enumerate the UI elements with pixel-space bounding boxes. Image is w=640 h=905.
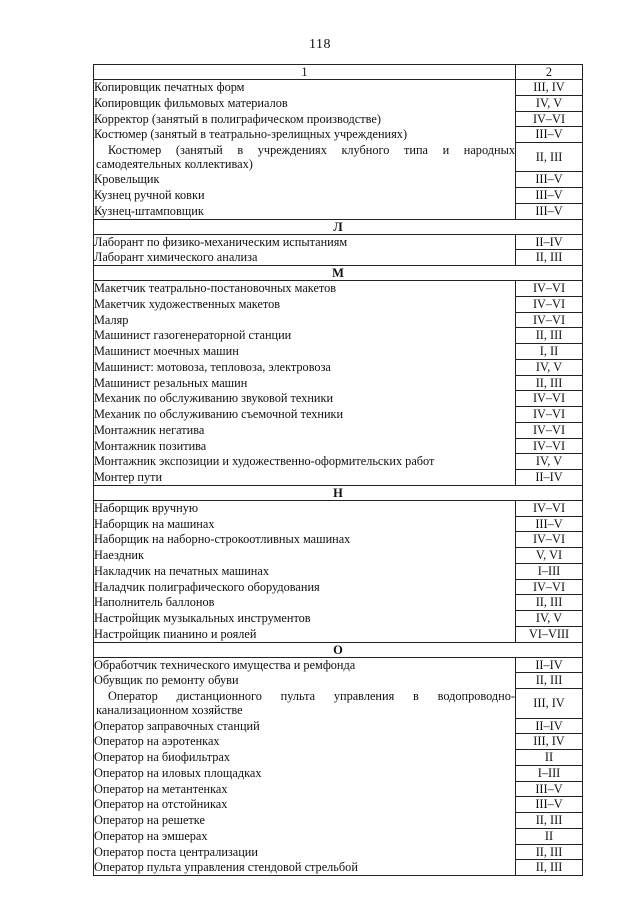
- category-range: IV, V: [516, 611, 583, 627]
- table-row: [94, 797, 583, 813]
- section-letter-row: [94, 266, 583, 281]
- category-range: III, IV: [516, 80, 583, 96]
- profession-name: Оператор пульта управления стендовой стрельбой: [94, 860, 516, 876]
- section-letter: М: [94, 266, 583, 281]
- table-row: [94, 143, 583, 172]
- table-row: [94, 860, 583, 876]
- profession-name: Монтер пути: [94, 470, 516, 486]
- table-row: [94, 657, 583, 673]
- category-range: III–V: [516, 203, 583, 219]
- profession-name: Машинист моечных машин: [94, 344, 516, 360]
- category-range: II–IV: [516, 470, 583, 486]
- section-letter: Л: [94, 219, 583, 234]
- table-row: [94, 470, 583, 486]
- category-range: IV–VI: [516, 407, 583, 423]
- category-range: I–III: [516, 563, 583, 579]
- table-row: [94, 516, 583, 532]
- table-row: [94, 172, 583, 188]
- category-range: IV–VI: [516, 438, 583, 454]
- section-letter-row: [94, 485, 583, 500]
- table-row: [94, 391, 583, 407]
- category-range: IV–VI: [516, 391, 583, 407]
- profession-name: Оператор на аэротенках: [94, 734, 516, 750]
- category-range: IV, V: [516, 95, 583, 111]
- table-row: [94, 828, 583, 844]
- table-row: [94, 422, 583, 438]
- table-row: [94, 438, 583, 454]
- section-letter: О: [94, 642, 583, 657]
- profession-name-line-2: канализационном хозяйстве: [96, 703, 243, 718]
- table-row: [94, 407, 583, 423]
- table-row: [94, 844, 583, 860]
- profession-name: Наладчик полиграфического оборудования: [94, 579, 516, 595]
- profession-name-line-2: самодеятельных коллективах): [96, 157, 253, 172]
- profession-name: Наборщик на наборно-строкоотливных машинах: [94, 532, 516, 548]
- profession-name: Настройщик музыкальных инструментов: [94, 611, 516, 627]
- category-range: II–IV: [516, 234, 583, 250]
- table-row: [94, 765, 583, 781]
- section-letter-row: [94, 642, 583, 657]
- category-range: II, III: [516, 375, 583, 391]
- table-row: [94, 454, 583, 470]
- profession-name: Оператор заправочных станций: [94, 718, 516, 734]
- table-row: [94, 80, 583, 96]
- profession-name-line-1: Костюмер (занятый в учреждениях клубного типа и народных: [108, 142, 515, 157]
- category-range: IV–VI: [516, 281, 583, 297]
- page-number: 118: [309, 37, 331, 52]
- category-range: III, IV: [516, 734, 583, 750]
- profession-name: Механик по обслуживанию съемочной техники: [94, 407, 516, 423]
- profession-name: Наполнитель баллонов: [94, 595, 516, 611]
- profession-name: Оператор на иловых площадках: [94, 765, 516, 781]
- category-range: III–V: [516, 172, 583, 188]
- category-range: II–IV: [516, 718, 583, 734]
- table-row: [94, 563, 583, 579]
- profession-name: Копировщик фильмовых материалов: [94, 95, 516, 111]
- profession-name: Макетчик театрально-постановочных макетов: [94, 281, 516, 297]
- category-range: III–V: [516, 516, 583, 532]
- profession-name: [94, 689, 516, 718]
- profession-name: Лаборант по физико-механическим испытаниям: [94, 234, 516, 250]
- profession-name: Копировщик печатных форм: [94, 80, 516, 96]
- profession-name: Оператор на биофильтрах: [94, 750, 516, 766]
- category-range: IV, V: [516, 359, 583, 375]
- table-body: [94, 65, 583, 876]
- category-range: IV–VI: [516, 532, 583, 548]
- profession-name: Оператор на метантенках: [94, 781, 516, 797]
- category-range: II, III: [516, 595, 583, 611]
- table-row: [94, 734, 583, 750]
- table-row: [94, 626, 583, 642]
- table-row: [94, 127, 583, 143]
- category-range: VI–VIII: [516, 626, 583, 642]
- category-range: IV–VI: [516, 579, 583, 595]
- profession-name: Костюмер (занятый в театрально-зрелищных учреждениях): [94, 127, 516, 143]
- table-row: [94, 781, 583, 797]
- table-row: [94, 673, 583, 689]
- category-range: II, III: [516, 328, 583, 344]
- profession-name: Настройщик пианино и роялей: [94, 626, 516, 642]
- category-range: II, III: [516, 673, 583, 689]
- table-row: [94, 344, 583, 360]
- category-range: III–V: [516, 781, 583, 797]
- table-row: [94, 718, 583, 734]
- category-range: II, III: [516, 844, 583, 860]
- table-row: [94, 312, 583, 328]
- category-range: III–V: [516, 127, 583, 143]
- profession-name: Накладчик на печатных машинах: [94, 563, 516, 579]
- category-range: I, II: [516, 344, 583, 360]
- table-row: [94, 95, 583, 111]
- profession-name: Монтажник позитива: [94, 438, 516, 454]
- table-row: [94, 500, 583, 516]
- table-row: [94, 234, 583, 250]
- profession-name: Лаборант химического анализа: [94, 250, 516, 266]
- profession-name: Макетчик художественных макетов: [94, 296, 516, 312]
- profession-name: [94, 143, 516, 172]
- profession-name: Наборщик на машинах: [94, 516, 516, 532]
- profession-name: Монтажник негатива: [94, 422, 516, 438]
- category-range: V, VI: [516, 548, 583, 564]
- category-range: IV–VI: [516, 111, 583, 127]
- category-range: IV–VI: [516, 296, 583, 312]
- profession-name: Кровельщик: [94, 172, 516, 188]
- table-row: [94, 250, 583, 266]
- profession-name: Маляр: [94, 312, 516, 328]
- table-row: [94, 328, 583, 344]
- profession-name: Оператор на эмшерах: [94, 828, 516, 844]
- section-letter: Н: [94, 485, 583, 500]
- category-range: II, III: [516, 860, 583, 876]
- table-row: [94, 548, 583, 564]
- category-range: II, III: [516, 250, 583, 266]
- profession-name: Оператор поста централизации: [94, 844, 516, 860]
- profession-name: Обработчик технического имущества и ремфонда: [94, 657, 516, 673]
- table-row: [94, 111, 583, 127]
- table-row: [94, 203, 583, 219]
- table-row: [94, 532, 583, 548]
- table-header-row: [94, 65, 583, 80]
- profession-name: Корректор (занятый в полиграфическом производстве): [94, 111, 516, 127]
- category-range: I–III: [516, 765, 583, 781]
- category-range: II: [516, 750, 583, 766]
- table-row: [94, 579, 583, 595]
- section-letter-row: [94, 219, 583, 234]
- table-row: [94, 281, 583, 297]
- category-range: III–V: [516, 797, 583, 813]
- profession-name: Наборщик вручную: [94, 500, 516, 516]
- profession-name: Машинист: мотовоза, тепловоза, электровоза: [94, 359, 516, 375]
- category-range: IV–VI: [516, 500, 583, 516]
- table-row: [94, 750, 583, 766]
- table-row: [94, 595, 583, 611]
- category-range: II, III: [516, 143, 583, 172]
- table-row: [94, 611, 583, 627]
- profession-name: Обувщик по ремонту обуви: [94, 673, 516, 689]
- profession-name: Оператор на отстойниках: [94, 797, 516, 813]
- profession-name: Кузнец ручной ковки: [94, 188, 516, 204]
- table-row: [94, 689, 583, 718]
- category-range: II: [516, 828, 583, 844]
- category-range: II, III: [516, 813, 583, 829]
- table-row: [94, 296, 583, 312]
- category-range: III–V: [516, 188, 583, 204]
- table-row: [94, 188, 583, 204]
- category-range: IV–VI: [516, 312, 583, 328]
- profession-name: Монтажник экспозиции и художественно-оформительских работ: [94, 454, 516, 470]
- profession-name: Кузнец-штамповщик: [94, 203, 516, 219]
- table-row: [94, 375, 583, 391]
- category-range: II–IV: [516, 657, 583, 673]
- profession-name: Машинист газогенераторной станции: [94, 328, 516, 344]
- professions-table: [93, 64, 583, 876]
- column-header-2: 2: [516, 65, 583, 80]
- table-row: [94, 813, 583, 829]
- category-range: IV–VI: [516, 422, 583, 438]
- table-row: [94, 359, 583, 375]
- category-range: IV, V: [516, 454, 583, 470]
- column-header-1: 1: [94, 65, 516, 80]
- profession-name: Машинист резальных машин: [94, 375, 516, 391]
- profession-name: Наездник: [94, 548, 516, 564]
- profession-name: Механик по обслуживанию звуковой техники: [94, 391, 516, 407]
- category-range: III, IV: [516, 689, 583, 718]
- profession-name-line-1: Оператор дистанционного пульта управления в водопроводно-: [108, 688, 515, 703]
- profession-name: Оператор на решетке: [94, 813, 516, 829]
